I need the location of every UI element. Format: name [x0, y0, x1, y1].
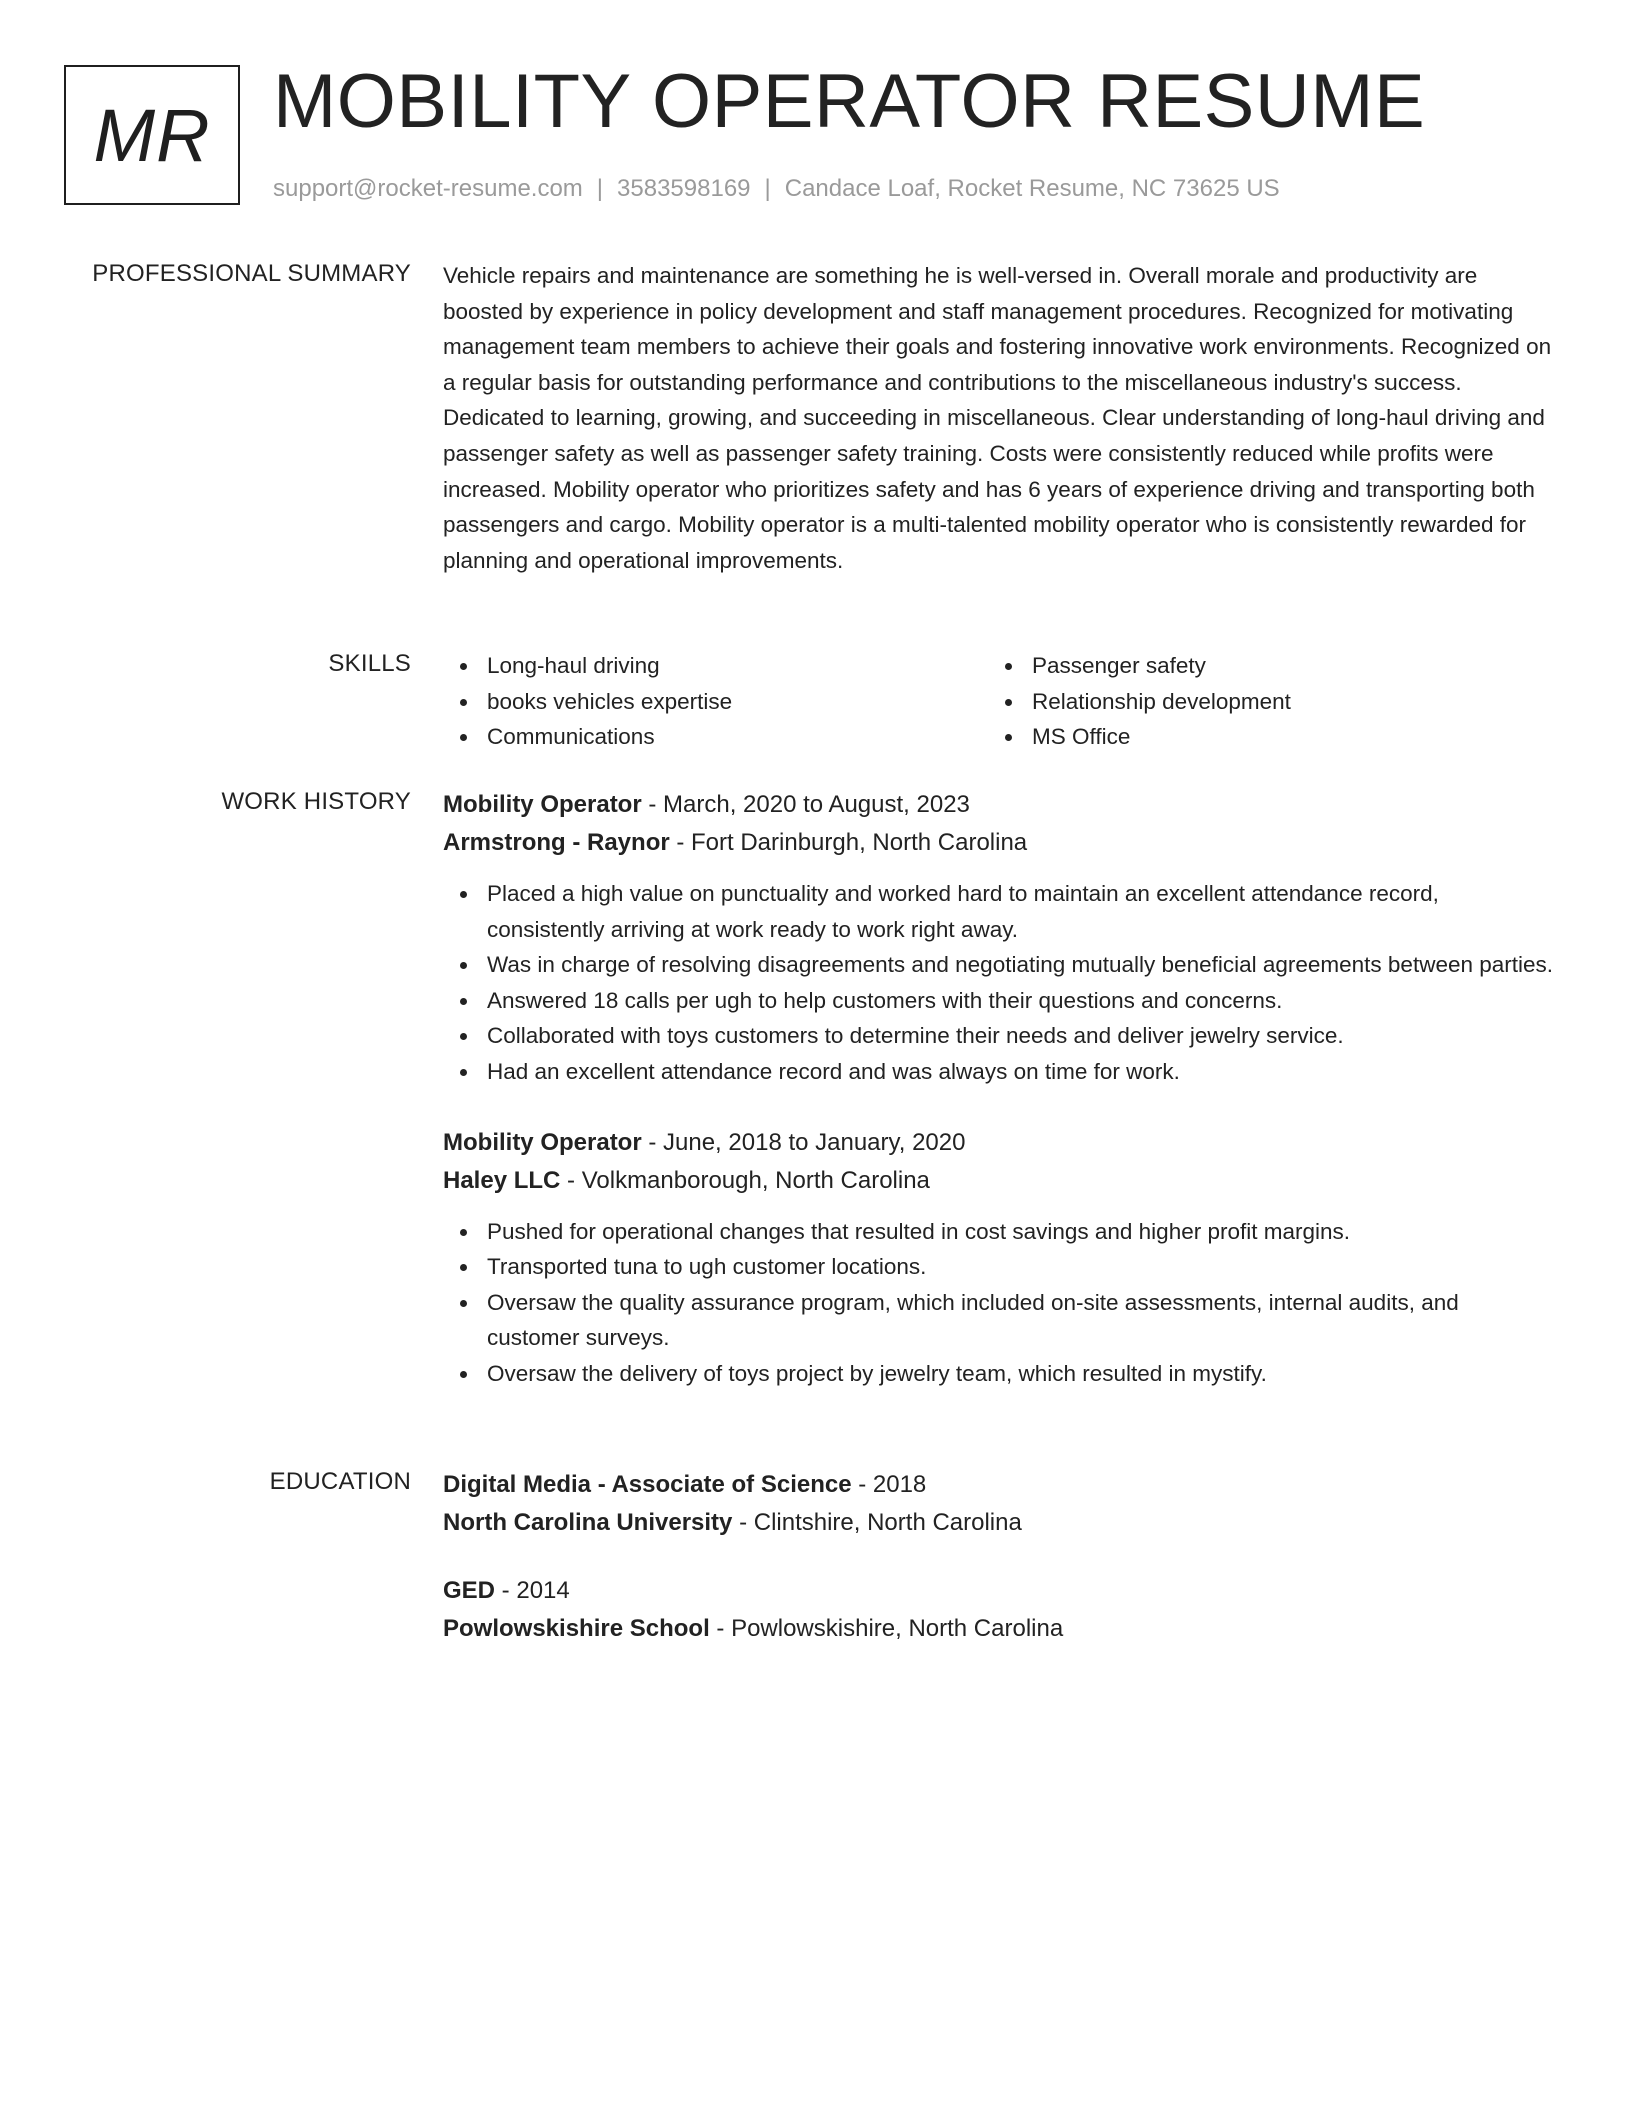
- work-body: [443, 786, 1555, 1426]
- work-label: WORK HISTORY: [221, 788, 411, 815]
- skills-column-left: [443, 648, 988, 755]
- job-duty: Collaborated with toys customers to determine their needs and deliver jewelry service.: [443, 1018, 1555, 1054]
- job-company-line: [443, 1162, 1555, 1200]
- job-entry: [443, 786, 1555, 1090]
- job-duty: Transported tuna to ugh customer locations.: [443, 1249, 1555, 1285]
- monogram-box: [64, 65, 240, 205]
- job-duty: Oversaw the quality assurance program, which included on-site assessments, internal audits, and customer surveys.: [443, 1285, 1555, 1356]
- contact-line: [273, 174, 1280, 204]
- edu-year: - 2014: [495, 1577, 570, 1604]
- education-entry: [443, 1466, 1555, 1542]
- job-location: - Volkmanborough, North Carolina: [560, 1166, 930, 1194]
- job-title: Mobility Operator: [443, 791, 642, 818]
- job-company: Haley LLC: [443, 1166, 561, 1194]
- monogram-initials: MR: [93, 93, 211, 177]
- skill-item: books vehicles expertise: [443, 684, 988, 720]
- job-title-line: [443, 786, 1555, 824]
- job-duties: [443, 876, 1555, 1090]
- summary-label: PROFESSIONAL SUMMARY: [92, 260, 411, 287]
- edu-school: Powlowskishire School: [443, 1615, 710, 1642]
- skill-item: MS Office: [988, 719, 1533, 755]
- job-duty: Placed a high value on punctuality and worked hard to maintain an excellent attendance record, consistently arriving at work ready to work right away.: [443, 876, 1555, 947]
- job-duty: Answered 18 calls per ugh to help customers with their questions and concerns.: [443, 983, 1555, 1019]
- job-company: Armstrong - Raynor: [443, 829, 670, 856]
- edu-degree: Digital Media - Associate of Science: [443, 1471, 852, 1498]
- job-title-line: [443, 1124, 1555, 1162]
- contact-separator: |: [764, 175, 771, 202]
- job-duty: Had an excellent attendance record and was always on time for work.: [443, 1054, 1555, 1090]
- contact-email: support@rocket-resume.com: [273, 175, 583, 202]
- education-body: [443, 1466, 1555, 1678]
- job-dates: - June, 2018 to January, 2020: [641, 1128, 966, 1156]
- resume-title: MOBILITY OPERATOR RESUME: [273, 59, 1426, 144]
- job-dates: - March, 2020 to August, 2023: [641, 791, 970, 818]
- skill-item: Relationship development: [988, 684, 1533, 720]
- contact-separator: |: [596, 175, 604, 202]
- edu-school-line: [443, 1610, 1555, 1648]
- job-duty: Was in charge of resolving disagreements and negotiating mutually beneficial agreements between parties.: [443, 947, 1555, 983]
- skill-item: Long-haul driving: [443, 648, 988, 684]
- skill-item: Passenger safety: [988, 648, 1533, 684]
- job-entry: [443, 1124, 1555, 1392]
- education-label: EDUCATION: [269, 1468, 411, 1495]
- education-entry: [443, 1572, 1555, 1648]
- edu-degree: GED: [443, 1577, 496, 1604]
- job-company-line: [443, 824, 1555, 862]
- edu-school-line: [443, 1504, 1555, 1542]
- job-title: Mobility Operator: [443, 1128, 642, 1156]
- job-location: - Fort Darinburgh, North Carolina: [669, 829, 1028, 856]
- job-duties: [443, 1214, 1555, 1392]
- skills-column-right: [988, 648, 1533, 755]
- job-duty: Pushed for operational changes that resulted in cost savings and higher profit margins.: [443, 1214, 1555, 1250]
- summary-text: Vehicle repairs and maintenance are something he is well-versed in. Overall morale and productivity are boosted by experience in policy development and staff management procedures. Recognized for motivating management team members to achieve their goals and fostering innovative work environments. Recognized on a regular basis for outstanding performance and contributions to the miscellaneous industry's success. Dedicated to learning, growing, and succeeding in miscellaneous. Clear understanding of long-haul driving and passenger safety as well as passenger safety training. Costs were consistently reduced while profits were increased. Mobility operator who prioritizes safety and has 6 years of experience driving and transporting both passengers and cargo. Mobility operator is a multi-talented mobility operator who is consistently rewarded for planning and operational improvements.: [443, 263, 1552, 573]
- edu-school: North Carolina University: [443, 1509, 733, 1536]
- contact-address: Candace Loaf, Rocket Resume, NC 73625 US: [784, 175, 1280, 202]
- edu-year: - 2018: [851, 1471, 927, 1498]
- contact-phone: 3583598169: [617, 175, 751, 202]
- summary-body: [443, 258, 1555, 578]
- edu-degree-line: [443, 1572, 1555, 1610]
- job-duty: Oversaw the delivery of toys project by jewelry team, which resulted in mystify.: [443, 1356, 1555, 1392]
- edu-location: - Powlowskishire, North Carolina: [709, 1615, 1064, 1642]
- edu-degree-line: [443, 1466, 1555, 1504]
- skills-label: SKILLS: [328, 650, 411, 677]
- skill-item: Communications: [443, 719, 988, 755]
- skills-list: [443, 648, 1555, 755]
- edu-location: - Clintshire, North Carolina: [732, 1509, 1022, 1536]
